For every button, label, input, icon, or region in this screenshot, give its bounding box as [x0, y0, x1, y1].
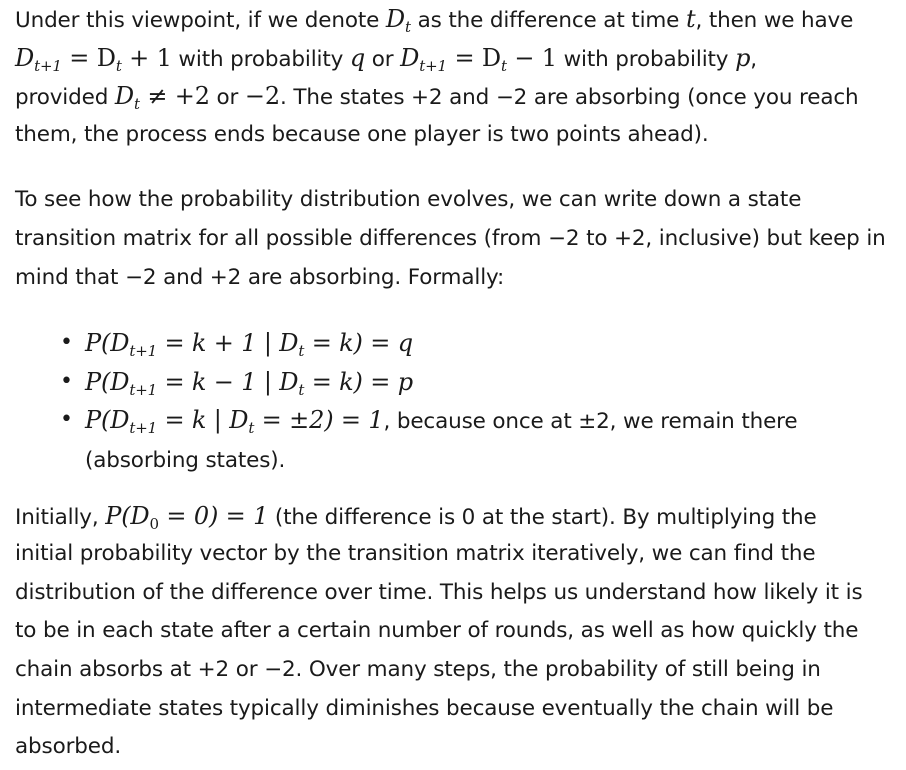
- math-symbol: − 1: [506, 43, 557, 72]
- math-subscript: t: [500, 56, 507, 75]
- text-span: with probability: [556, 46, 736, 72]
- text-line: intermediate states typically diminishes because eventually the chain will be: [15, 695, 834, 721]
- math-subscript: t+1: [34, 56, 62, 75]
- math-symbol: D: [15, 43, 35, 72]
- math-subscript: t: [133, 95, 140, 114]
- text-line: initial probability vector by the transition matrix iteratively, we can find the: [15, 541, 816, 567]
- math-symbol: D: [114, 82, 134, 111]
- math-symbol: P(D: [105, 501, 150, 530]
- bullet-dot: •: [60, 368, 73, 394]
- math-subscript: t+1: [129, 342, 158, 361]
- text-span: ,: [750, 46, 757, 72]
- text-line: absorbed.: [15, 734, 122, 760]
- math-inline: [85, 367, 413, 399]
- math-subscript: 0: [149, 514, 159, 533]
- math-inline: p: [735, 43, 751, 72]
- text-span: Under this viewpoint, if we denote: [15, 8, 386, 33]
- math-symbol: = k | D: [157, 406, 249, 435]
- math-symbol: D: [400, 43, 420, 72]
- text-line: mind that −2 and +2 are absorbing. Formally:: [15, 264, 505, 290]
- math-subscript: t: [405, 18, 411, 36]
- text-span: , then we have: [695, 8, 854, 33]
- math-symbol: D: [385, 5, 405, 33]
- paragraph-definition: [15, 0, 901, 154]
- text-span: as the difference at time: [410, 8, 686, 33]
- paragraph-initial-state: [15, 497, 901, 767]
- math-subscript: t+1: [129, 419, 158, 438]
- math-inline: −2: [244, 82, 281, 111]
- math-inline: [85, 406, 384, 438]
- text-line: distribution of the difference over time. This helps us understand how likely it is: [15, 579, 863, 605]
- math-subscript: t: [115, 56, 122, 75]
- math-inline: [15, 43, 172, 75]
- math-symbol: + 1: [121, 43, 172, 72]
- text-span: (absorbing states).: [85, 447, 286, 473]
- math-symbol: ≠ +2: [139, 82, 210, 111]
- math-subscript: t: [298, 342, 305, 361]
- math-symbol: = D: [446, 43, 501, 72]
- text-span: with probability: [171, 46, 350, 72]
- text-line: [15, 39, 901, 78]
- math-subscript: t: [248, 419, 255, 438]
- math-subscript: t: [298, 380, 305, 399]
- bullet-list: [15, 324, 901, 480]
- math-inline: [114, 82, 210, 114]
- list-item: [15, 363, 901, 402]
- text-line: To see how the probability distribution evolves, we can write down a state: [15, 187, 802, 213]
- text-line: them, the process ends because one player is two points ahead).: [15, 121, 709, 147]
- math-symbol: P(D: [85, 329, 130, 358]
- math-symbol: = k) = p: [304, 367, 413, 396]
- text-span: or: [209, 85, 245, 111]
- paragraph-transition-matrix: [15, 181, 901, 297]
- math-inline: [385, 5, 411, 36]
- math-inline: [105, 501, 269, 533]
- text-span: or: [365, 46, 401, 72]
- math-inline: [85, 329, 413, 361]
- text-span: provided: [15, 85, 115, 111]
- text-line: [15, 497, 901, 536]
- list-item: [15, 324, 901, 363]
- math-subscript: t+1: [129, 380, 158, 399]
- math-symbol: = 0) = 1: [158, 501, 269, 530]
- bullet-dot: •: [60, 407, 73, 433]
- math-symbol: = k) = q: [304, 329, 413, 358]
- bullet-dot: •: [60, 330, 73, 356]
- text-span: (the difference is 0 at the start). By multiplying the: [268, 504, 817, 530]
- text-line: transition matrix for all possible differences (from −2 to +2, inclusive) but keep in: [15, 225, 886, 251]
- math-symbol: = ±2) = 1: [254, 406, 384, 435]
- math-symbol: P(D: [85, 367, 130, 396]
- math-symbol: P(D: [85, 406, 130, 435]
- math-symbol: = k − 1 | D: [157, 367, 299, 396]
- text-line: chain absorbs at +2 or −2. Over many steps, the probability of still being in: [15, 656, 821, 682]
- math-subscript: t+1: [419, 56, 447, 75]
- text-line: [15, 77, 901, 116]
- text-line: to be in each state after a certain number of rounds, as well as how quickly the: [15, 618, 859, 644]
- math-symbol: = k + 1 | D: [157, 329, 299, 358]
- list-item: [15, 401, 901, 480]
- document-body: [15, 0, 901, 767]
- math-symbol: = D: [61, 43, 116, 72]
- math-inline: t: [685, 5, 696, 33]
- text-span: . The states +2 and −2 are absorbing (once you reach: [280, 85, 859, 111]
- text-span: , because once at ±2, we remain there: [383, 409, 798, 435]
- text-span: Initially,: [15, 504, 106, 530]
- math-inline: [400, 43, 557, 75]
- text-line: [15, 0, 901, 39]
- math-inline: q: [349, 43, 366, 72]
